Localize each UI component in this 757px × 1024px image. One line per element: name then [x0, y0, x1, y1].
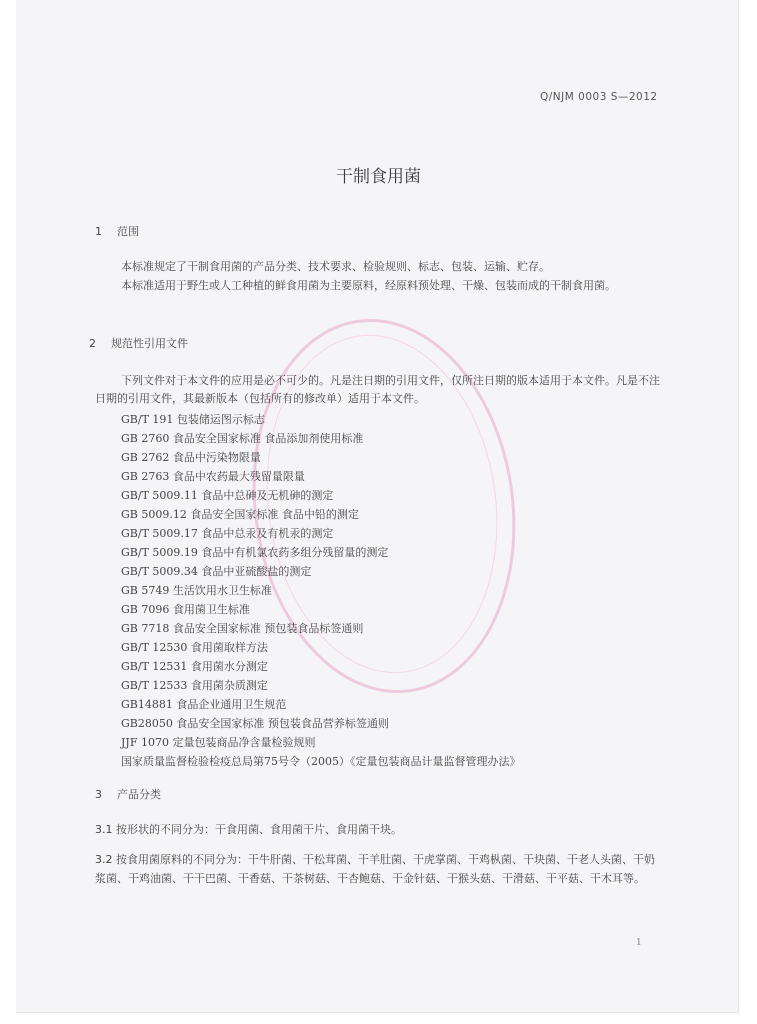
reference-item: GB/T 5009.19 食品中有机氯农药多组分残留量的测定	[121, 546, 389, 559]
section-3-1: 3.1 按形状的不同分为：干食用菌、食用菌干片、食用菌干块。	[95, 823, 402, 836]
reference-item: GB/T 12530 食用菌取样方法	[121, 641, 268, 654]
reference-item: 国家质量监督检验检疫总局第75号令（2005）《定量包装商品计量监督管理办法》	[121, 755, 521, 768]
section-1-heading	[95, 223, 139, 239]
reference-item: GB 2763 食品中农药最大残留量限量	[121, 470, 305, 483]
section-3-heading	[95, 786, 161, 802]
reference-item: GB/T 12533 食用菌杂质测定	[121, 679, 268, 692]
section-2-title: 规范性引用文件	[111, 337, 188, 350]
section-3-number: 3	[95, 788, 102, 801]
reference-item: GB/T 5009.11 食品中总砷及无机砷的测定	[121, 489, 334, 502]
reference-item: GB/T 5009.34 食品中亚硫酸盐的测定	[121, 565, 312, 578]
reference-item: GB 7718 食品安全国家标准 预包装食品标签通则	[121, 622, 364, 635]
document-title: 干制食用菌	[336, 167, 421, 187]
reference-item: GB 2762 食品中污染物限量	[121, 451, 261, 464]
section-1-title: 范围	[117, 225, 139, 238]
reference-item: GB/T 5009.17 食品中总汞及有机汞的测定	[121, 527, 334, 540]
reference-item: GB 5009.12 食品安全国家标准 食品中铅的测定	[121, 508, 359, 521]
reference-list	[121, 410, 521, 771]
reference-item: GB 5749 生活饮用水卫生标准	[121, 584, 272, 597]
reference-item: GB28050 食品安全国家标准 预包装食品营养标签通则	[121, 717, 389, 730]
standard-code: Q/NJM 0003 S—2012	[540, 91, 658, 103]
section-3-2: 3.2 按食用菌原料的不同分为：干牛肝菌、干松茸菌、干羊肚菌、干虎掌菌、干鸡枞菌、干块菌、干老人头菌、干奶浆菌、干鸡油菌、干干巴菌、干香菇、干茶树菇、干杏鲍菇、干金针菇、干猴头菇、干滑菇、干平菇、干木耳等。	[95, 853, 655, 885]
reference-item: GB 2760 食品安全国家标准 食品添加剂使用标准	[121, 432, 364, 445]
reference-item: GB14881 食品企业通用卫生规范	[121, 698, 287, 711]
section-2-number: 2	[89, 337, 96, 350]
reference-item: GB/T 12531 食用菌水分测定	[121, 660, 268, 673]
reference-item: GB 7096 食用菌卫生标准	[121, 603, 250, 616]
reference-item: GB/T 191 包装储运图示标志	[121, 413, 265, 426]
section-1-para-1: 本标准规定了干制食用菌的产品分类、技术要求、检验规则、标志、包装、运输、贮存。	[121, 260, 550, 273]
page-number: 1	[636, 938, 642, 948]
section-1-para-2: 本标准适用于野生或人工种植的鲜食用菌为主要原料，经原料预处理、干燥、包装而成的干制食用菌。	[121, 279, 616, 292]
reference-item: JJF 1070 定量包装商品净含量检验规则	[121, 736, 316, 749]
section-3-title: 产品分类	[117, 788, 161, 801]
section-2-heading	[89, 335, 188, 351]
section-1-number: 1	[95, 225, 102, 238]
section-2-intro: 下列文件对于本文件的应用是必不可少的。凡是注日期的引用文件，仅所注日期的版本适用于本文件。凡是不注日期的引用文件，其最新版本（包括所有的修改单）适用于本文件。	[95, 374, 660, 405]
